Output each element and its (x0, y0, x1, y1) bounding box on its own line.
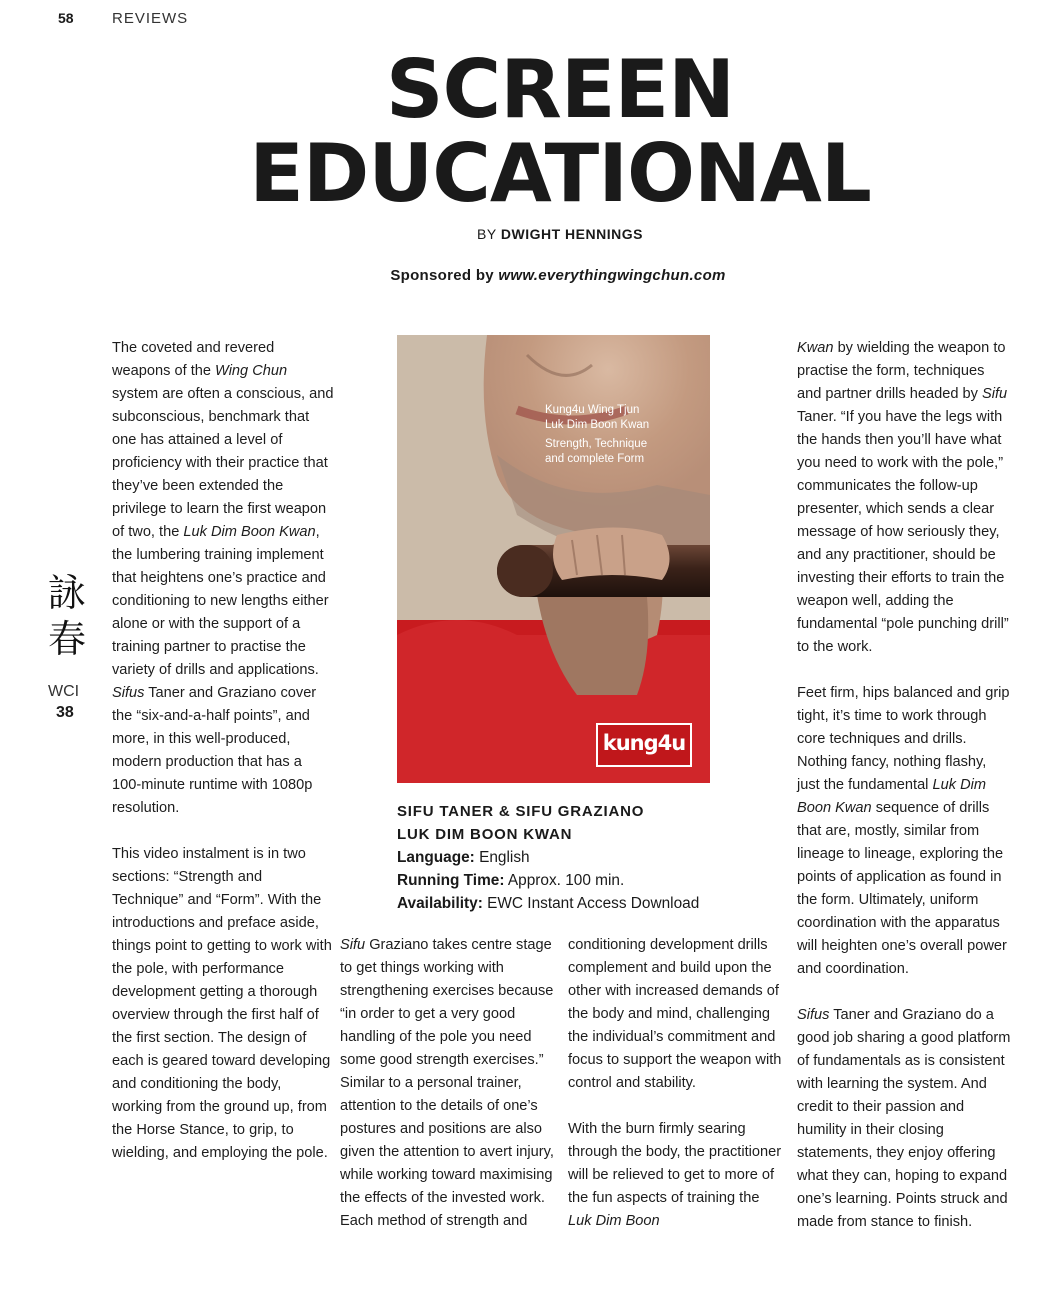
paragraph: The coveted and revered weapons of the Wing Chun system are often a conscious, and subconscious, benchmark that one has attained a level of proficiency with their practice that they’ve been extended the privilege to learn the first weapon of two, the Luk Dim Boon Kwan, the lumbering training implement that heightens one’s practice and conditioning to new lengths either alone or with the support of a training partner to practise the variety of drills and applications. Sifus Taner and Graziano cover the “six-and-a-half points”, and more, in this well-produced, modern production that has a 100-minute runtime with 1080p resolution. (112, 340, 334, 816)
sponsor-link[interactable]: www.everythingwingchun.com (498, 267, 726, 284)
paragraph: This video instalment is in two sections: “Strength and Technique” and “Form”. With the introductions and preface aside, things point to getting to work with the pole, with performance development getting a thorough overview through the first half of the first section. The design of each is geared toward developing and conditioning the body, working from the ground up, from the Horse Stance, to grip, to wielding, and employing the pole. (112, 846, 332, 1161)
article-column-4 (797, 337, 1012, 1234)
article-column-3 (568, 934, 783, 1233)
cover-subtitle-line: and complete Form (545, 453, 645, 465)
issue-number: 38 (56, 704, 74, 721)
title-line-2: EDUCATIONAL (249, 127, 871, 220)
byline (0, 226, 1056, 242)
caption-presenters: SIFU TANER & SIFU GRAZIANO (397, 803, 645, 820)
chinese-char-1: 詠 (47, 571, 86, 615)
cover-subtitle-line: Strength, Technique (545, 438, 648, 450)
paragraph: Feet firm, hips balanced and grip tight, it’s time to work through core techniques and drills. Nothing fancy, nothing flashy, just the fundamental Luk Dim Boon Kwan sequence of drills that are, mostly, similar from lineage to lineage, exploring the points of application as found in the form. Ultimately, uniform coordination with the apparatus will heighten one’s overall power and coordination. (797, 685, 1010, 977)
caption-title: LUK DIM BOON KWAN (397, 826, 573, 843)
caption-language: Language: English (397, 849, 530, 866)
title-line-1: SCREEN (385, 43, 735, 136)
product-caption (397, 800, 757, 915)
cover-title-line: Kung4u Wing Tjun (545, 404, 640, 416)
article-column-1 (112, 337, 334, 1165)
paragraph: conditioning development drills complement and build upon the other with increased demands of the body and mind, challenging the individual’s commitment and focus to support the weapon with control and stability. (568, 937, 782, 1091)
sponsor-line (0, 267, 1056, 284)
byline-prefix: BY (477, 226, 497, 242)
magazine-label: WCI (48, 683, 80, 700)
wing-chun-characters (44, 570, 90, 662)
article-title (0, 43, 1056, 220)
caption-runtime: Running Time: Approx. 100 min. (397, 872, 625, 889)
section-label: REVIEWS (112, 10, 189, 27)
cover-title-line: Luk Dim Boon Kwan (545, 419, 650, 431)
page-number: 58 (58, 10, 74, 26)
paragraph: Kwan by wielding the weapon to practise the form, techniques and partner drills headed by Sifu Taner. “If you have the legs with the hands then you’ll have what you need to work with the pole,” communicates the follow-up presenter, which sends a clear message of how seriously they, and any practitioner, should be investing their efforts to train the weapon well, adding the fundamental “pole punching drill” to the work. (797, 340, 1009, 655)
paragraph: Sifu Graziano takes centre stage to get things working with strengthening exercises because “in order to get a very good handling of the pole you need some good strength exercises.” Similar to a personal trainer, attention to the details of one’s postures and positions are also given the attention to avert injury, while working toward maximising the effects of the invested work. Each method of strength and (340, 937, 554, 1229)
sponsor-prefix: Sponsored by (390, 267, 494, 284)
byline-author: DWIGHT HENNINGS (500, 226, 643, 242)
paragraph: Sifus Taner and Graziano do a good job sharing a good platform of fundamentals as is consistent with learning the system. And credit to their passion and humility in their closing statements, they enjoy offering what they can, hoping to expand one’s learning. Points struck and made from stance to finish. (797, 1007, 1011, 1230)
chinese-char-2: 春 (47, 617, 86, 661)
dvd-cover-image (397, 335, 710, 783)
paragraph: With the burn firmly searing through the body, the practitioner will be relieved to get to more of the fun aspects of training the Luk Dim Boon (568, 1121, 782, 1229)
caption-availability: Availability: EWC Instant Access Download (397, 895, 700, 912)
article-column-2 (340, 934, 558, 1233)
kung4u-logo: kung4u (596, 723, 692, 767)
